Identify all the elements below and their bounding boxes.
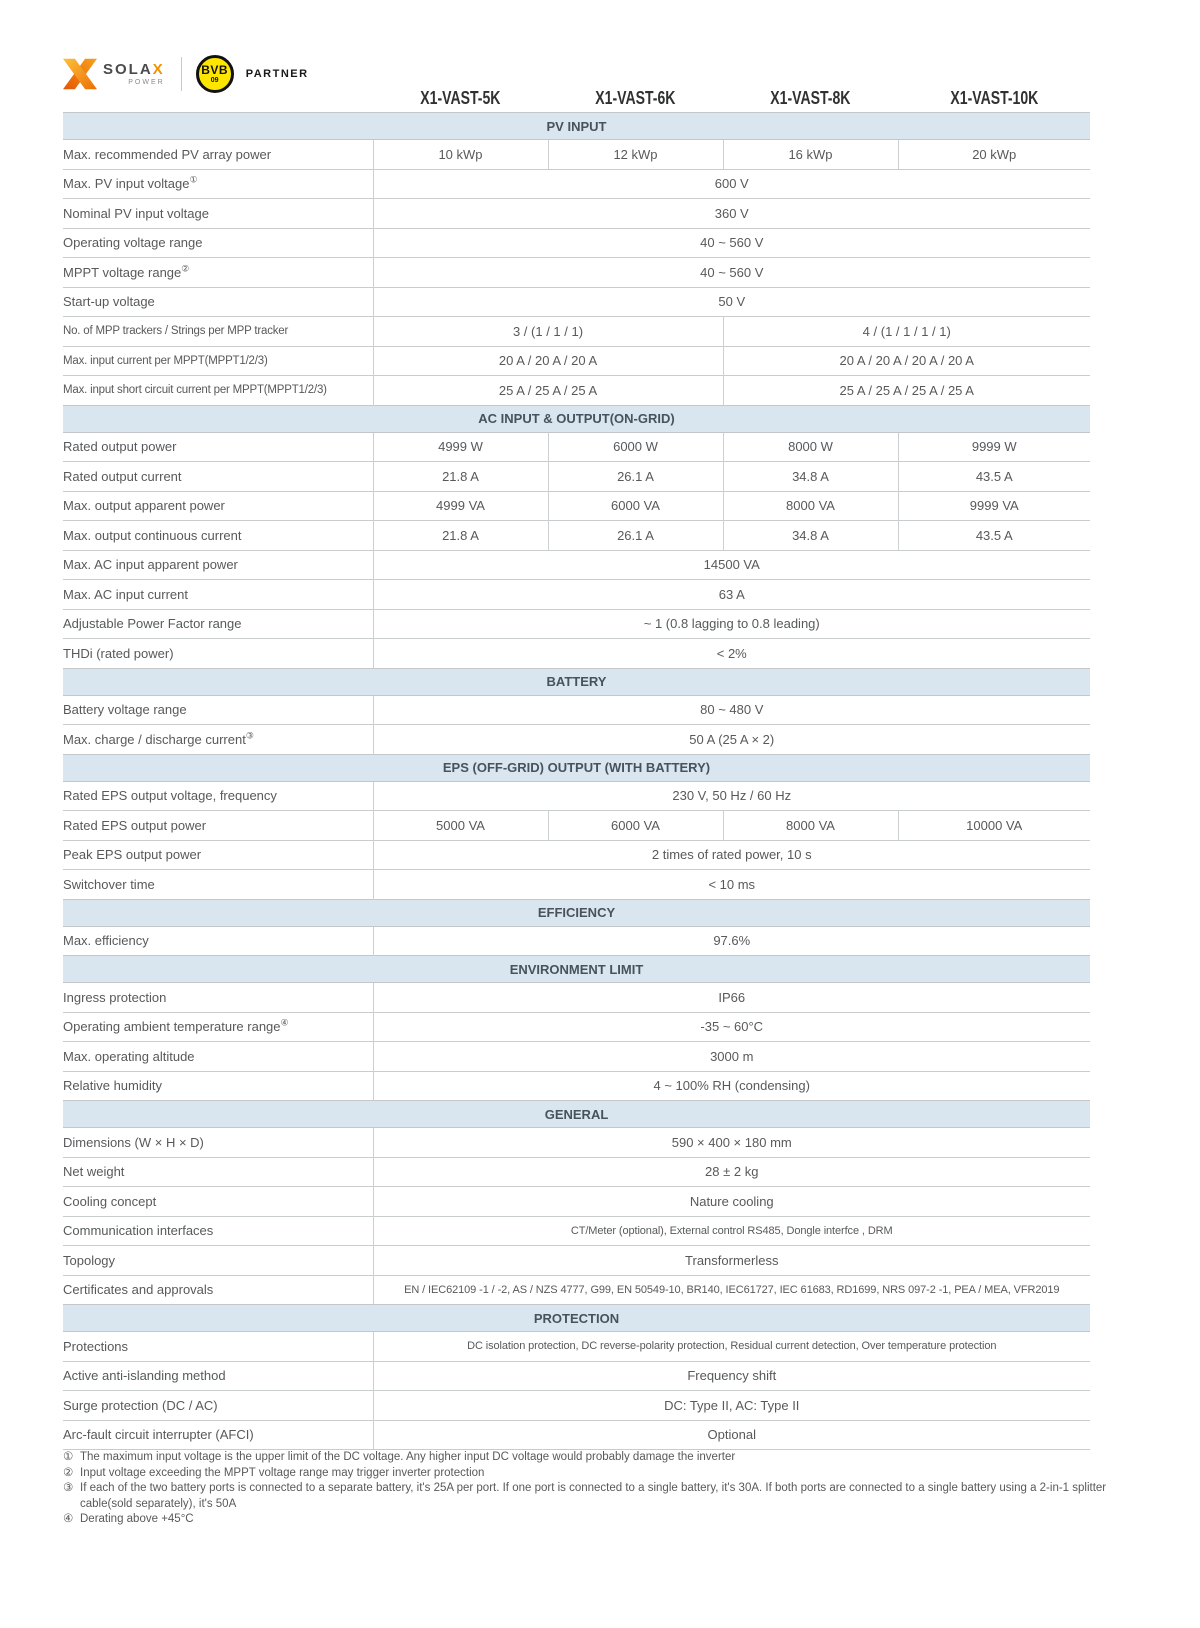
row-value: DC: Type II, AC: Type II bbox=[373, 1391, 1090, 1421]
row-value: Optional bbox=[373, 1420, 1090, 1450]
row-label: Max. input short circuit current per MPPT(MPPT1/2/3) bbox=[63, 376, 373, 406]
row-label: Max. AC input current bbox=[63, 580, 373, 610]
row-label: Battery voltage range bbox=[63, 695, 373, 725]
row-value: 20 A / 20 A / 20 A bbox=[373, 346, 723, 376]
row-value: 8000 VA bbox=[723, 811, 898, 841]
table-row bbox=[63, 609, 1090, 639]
row-value: DC isolation protection, DC reverse-polarity protection, Residual current detection, Over temperature protection bbox=[373, 1332, 1090, 1362]
row-label: Rated EPS output voltage, frequency bbox=[63, 781, 373, 811]
table-row bbox=[63, 346, 1090, 376]
row-value: 360 V bbox=[373, 199, 1090, 229]
row-value: 40 ~ 560 V bbox=[373, 258, 1090, 288]
row-label: Surge protection (DC / AC) bbox=[63, 1391, 373, 1421]
section-row bbox=[63, 754, 1090, 781]
row-value: 600 V bbox=[373, 169, 1090, 199]
row-value: 34.8 A bbox=[723, 521, 898, 551]
table-row bbox=[63, 462, 1090, 492]
row-label: Max. input current per MPPT(MPPT1/2/3) bbox=[63, 346, 373, 376]
footnote-2 bbox=[63, 1466, 1108, 1482]
row-value: 230 V, 50 Hz / 60 Hz bbox=[373, 781, 1090, 811]
row-label: MPPT voltage range② bbox=[63, 258, 373, 288]
row-value: 50 A (25 A × 2) bbox=[373, 725, 1090, 755]
row-label: Dimensions (W × H × D) bbox=[63, 1128, 373, 1158]
row-label: Adjustable Power Factor range bbox=[63, 609, 373, 639]
row-label: Max. output apparent power bbox=[63, 491, 373, 521]
row-label: Communication interfaces bbox=[63, 1216, 373, 1246]
row-value: 43.5 A bbox=[898, 521, 1090, 551]
table-row bbox=[63, 1187, 1090, 1217]
row-value: 3000 m bbox=[373, 1042, 1090, 1072]
row-label: Ingress protection bbox=[63, 983, 373, 1013]
table-row bbox=[63, 870, 1090, 900]
row-value: IP66 bbox=[373, 983, 1090, 1013]
section-row bbox=[63, 113, 1090, 140]
model-name-cell bbox=[898, 85, 1090, 113]
row-value: 14500 VA bbox=[373, 550, 1090, 580]
row-label: Max. output continuous current bbox=[63, 521, 373, 551]
row-value: 6000 VA bbox=[548, 491, 723, 521]
row-value: 12 kWp bbox=[548, 140, 723, 170]
row-label: Relative humidity bbox=[63, 1071, 373, 1101]
row-value: 34.8 A bbox=[723, 462, 898, 492]
row-value: 26.1 A bbox=[548, 521, 723, 551]
table-row bbox=[63, 1275, 1090, 1305]
row-label: Topology bbox=[63, 1246, 373, 1276]
row-label: No. of MPP trackers / Strings per MPP tracker bbox=[63, 317, 373, 347]
footnote-marker: ③ bbox=[63, 1482, 74, 1494]
row-value: EN / IEC62109 -1 / -2, AS / NZS 4777, G99, EN 50549-10, BR140, IEC61727, IEC 61683, RD1699, NRS 097-2 -1, PEA / MEA, VFR2019 bbox=[373, 1275, 1090, 1305]
model-name: X1-VAST-8K bbox=[770, 87, 851, 109]
row-value: 5000 VA bbox=[373, 811, 548, 841]
table-row bbox=[63, 1071, 1090, 1101]
row-label: Rated output current bbox=[63, 462, 373, 492]
row-value: 25 A / 25 A / 25 A / 25 A bbox=[723, 376, 1090, 406]
row-label: Start-up voltage bbox=[63, 287, 373, 317]
brand-sub-power: POWER bbox=[128, 79, 165, 86]
section-header: EPS (OFF-GRID) OUTPUT (WITH BATTERY) bbox=[63, 754, 1090, 781]
section-row bbox=[63, 668, 1090, 695]
footnotes bbox=[63, 1450, 1108, 1528]
row-value: 8000 W bbox=[723, 432, 898, 462]
table-row bbox=[63, 287, 1090, 317]
table-row bbox=[63, 580, 1090, 610]
table-row bbox=[63, 376, 1090, 406]
row-label: Operating voltage range bbox=[63, 228, 373, 258]
footnote-marker: ① bbox=[63, 1451, 74, 1463]
spec-table bbox=[63, 85, 1090, 1450]
table-row bbox=[63, 983, 1090, 1013]
table-row bbox=[63, 1042, 1090, 1072]
row-value: < 10 ms bbox=[373, 870, 1090, 900]
row-value: 4999 W bbox=[373, 432, 548, 462]
row-value: 63 A bbox=[373, 580, 1090, 610]
row-value: 590 × 400 × 180 mm bbox=[373, 1128, 1090, 1158]
footnote-marker: ② bbox=[63, 1466, 74, 1479]
bvb-text: BVB bbox=[201, 63, 229, 77]
bvb-number: 09 bbox=[210, 77, 219, 84]
model-name: X1-VAST-6K bbox=[595, 87, 676, 109]
footnote-reference: ② bbox=[181, 263, 190, 274]
row-label: Cooling concept bbox=[63, 1187, 373, 1217]
model-header-spacer bbox=[63, 85, 373, 113]
row-value: 4999 VA bbox=[373, 491, 548, 521]
footnote-text: Derating above +45°C bbox=[80, 1513, 194, 1525]
footnote-3 bbox=[63, 1481, 1108, 1512]
table-row bbox=[63, 639, 1090, 669]
row-value: 21.8 A bbox=[373, 462, 548, 492]
row-value: 26.1 A bbox=[548, 462, 723, 492]
row-value: 6000 W bbox=[548, 432, 723, 462]
section-header: PV INPUT bbox=[63, 113, 1090, 140]
row-label: Net weight bbox=[63, 1157, 373, 1187]
table-row bbox=[63, 491, 1090, 521]
solax-wordmark bbox=[103, 62, 165, 86]
table-row bbox=[63, 1216, 1090, 1246]
row-value: ~ 1 (0.8 lagging to 0.8 leading) bbox=[373, 609, 1090, 639]
footnote-reference: ④ bbox=[280, 1017, 289, 1028]
table-row bbox=[63, 317, 1090, 347]
row-label: Rated output power bbox=[63, 432, 373, 462]
table-row bbox=[63, 199, 1090, 229]
section-row bbox=[63, 956, 1090, 983]
table-row bbox=[63, 169, 1090, 199]
row-value: 21.8 A bbox=[373, 521, 548, 551]
section-header: BATTERY bbox=[63, 668, 1090, 695]
footnote-text: The maximum input voltage is the upper limit of the DC voltage. Any higher input DC voltage would probably damage the inverter bbox=[80, 1451, 736, 1463]
footnote-text: If each of the two battery ports is connected to a separate battery, it's 25A per port. If one port is connected to a single battery, it's 30A. If both ports are connected to a single battery using a 2-in-1 splitter cable(sold separately), it's 50A bbox=[80, 1482, 1107, 1510]
table-row bbox=[63, 521, 1090, 551]
footnote-text: Input voltage exceeding the MPPT voltage range may trigger inverter protection bbox=[80, 1466, 485, 1479]
row-label: Max. PV input voltage① bbox=[63, 169, 373, 199]
table-row bbox=[63, 1391, 1090, 1421]
row-value: 80 ~ 480 V bbox=[373, 695, 1090, 725]
model-name: X1-VAST-10K bbox=[950, 87, 1038, 109]
row-value: 2 times of rated power, 10 s bbox=[373, 840, 1090, 870]
table-row bbox=[63, 1246, 1090, 1276]
model-name-cell bbox=[723, 85, 898, 113]
model-name: X1-VAST-5K bbox=[420, 87, 501, 109]
table-row bbox=[63, 725, 1090, 755]
section-row bbox=[63, 899, 1090, 926]
model-name-cell bbox=[373, 85, 548, 113]
section-row bbox=[63, 405, 1090, 432]
row-label: Certificates and approvals bbox=[63, 1275, 373, 1305]
row-value: Nature cooling bbox=[373, 1187, 1090, 1217]
section-row bbox=[63, 1305, 1090, 1332]
brand-name-x: X bbox=[152, 61, 165, 78]
footnote-reference: ③ bbox=[245, 730, 254, 741]
table-row bbox=[63, 1332, 1090, 1362]
row-value: 9999 VA bbox=[898, 491, 1090, 521]
table-row bbox=[63, 840, 1090, 870]
footnote-4 bbox=[63, 1512, 1108, 1528]
table-row bbox=[63, 1157, 1090, 1187]
row-value: < 2% bbox=[373, 639, 1090, 669]
row-value: 6000 VA bbox=[548, 811, 723, 841]
brand-name bbox=[103, 62, 165, 77]
row-label: Active anti-islanding method bbox=[63, 1361, 373, 1391]
table-row bbox=[63, 695, 1090, 725]
row-value: 10000 VA bbox=[898, 811, 1090, 841]
row-label: Max. AC input apparent power bbox=[63, 550, 373, 580]
footnote-marker: ④ bbox=[63, 1513, 74, 1525]
table-row bbox=[63, 140, 1090, 170]
table-row bbox=[63, 1012, 1090, 1042]
table-row bbox=[63, 228, 1090, 258]
row-label: Arc-fault circuit interrupter (AFCI) bbox=[63, 1420, 373, 1450]
table-row bbox=[63, 550, 1090, 580]
row-value: CT/Meter (optional), External control RS485, Dongle interfce , DRM bbox=[373, 1216, 1090, 1246]
row-label: Max. operating altitude bbox=[63, 1042, 373, 1072]
section-header: EFFICIENCY bbox=[63, 899, 1090, 926]
footnote-1 bbox=[63, 1450, 1108, 1466]
row-label: Peak EPS output power bbox=[63, 840, 373, 870]
row-label: Max. efficiency bbox=[63, 926, 373, 956]
row-value: 8000 VA bbox=[723, 491, 898, 521]
section-row bbox=[63, 1101, 1090, 1128]
row-value: 40 ~ 560 V bbox=[373, 228, 1090, 258]
row-label: Nominal PV input voltage bbox=[63, 199, 373, 229]
row-value: 3 / (1 / 1 / 1) bbox=[373, 317, 723, 347]
section-header: PROTECTION bbox=[63, 1305, 1090, 1332]
table-row bbox=[63, 432, 1090, 462]
table-row bbox=[63, 258, 1090, 288]
row-value: 4 / (1 / 1 / 1 / 1) bbox=[723, 317, 1090, 347]
row-value: -35 ~ 60°C bbox=[373, 1012, 1090, 1042]
footnote-reference: ① bbox=[189, 174, 198, 185]
row-value: 25 A / 25 A / 25 A bbox=[373, 376, 723, 406]
table-row bbox=[63, 926, 1090, 956]
brand-name-sola: SOLA bbox=[103, 61, 153, 78]
row-value: 20 kWp bbox=[898, 140, 1090, 170]
row-label: Protections bbox=[63, 1332, 373, 1362]
section-header: ENVIRONMENT LIMIT bbox=[63, 956, 1090, 983]
row-label: Operating ambient temperature range④ bbox=[63, 1012, 373, 1042]
table-row bbox=[63, 811, 1090, 841]
model-header-row bbox=[63, 85, 1090, 113]
table-row bbox=[63, 781, 1090, 811]
row-label: Max. charge / discharge current③ bbox=[63, 725, 373, 755]
row-value: 43.5 A bbox=[898, 462, 1090, 492]
spec-table-body bbox=[63, 113, 1090, 1450]
row-value: 97.6% bbox=[373, 926, 1090, 956]
row-value: 10 kWp bbox=[373, 140, 548, 170]
row-label: THDi (rated power) bbox=[63, 639, 373, 669]
row-value: Transformerless bbox=[373, 1246, 1090, 1276]
row-value: 50 V bbox=[373, 287, 1090, 317]
row-label: Switchover time bbox=[63, 870, 373, 900]
partner-label: PARTNER bbox=[245, 68, 309, 80]
row-value: 28 ± 2 kg bbox=[373, 1157, 1090, 1187]
section-header: GENERAL bbox=[63, 1101, 1090, 1128]
row-label: Rated EPS output power bbox=[63, 811, 373, 841]
section-header: AC INPUT & OUTPUT(ON-GRID) bbox=[63, 405, 1090, 432]
table-row bbox=[63, 1361, 1090, 1391]
row-value: Frequency shift bbox=[373, 1361, 1090, 1391]
row-value: 16 kWp bbox=[723, 140, 898, 170]
row-label: Max. recommended PV array power bbox=[63, 140, 373, 170]
model-name-cell bbox=[548, 85, 723, 113]
row-value: 4 ~ 100% RH (condensing) bbox=[373, 1071, 1090, 1101]
row-value: 20 A / 20 A / 20 A / 20 A bbox=[723, 346, 1090, 376]
table-row bbox=[63, 1128, 1090, 1158]
row-value: 9999 W bbox=[898, 432, 1090, 462]
table-row bbox=[63, 1420, 1090, 1450]
